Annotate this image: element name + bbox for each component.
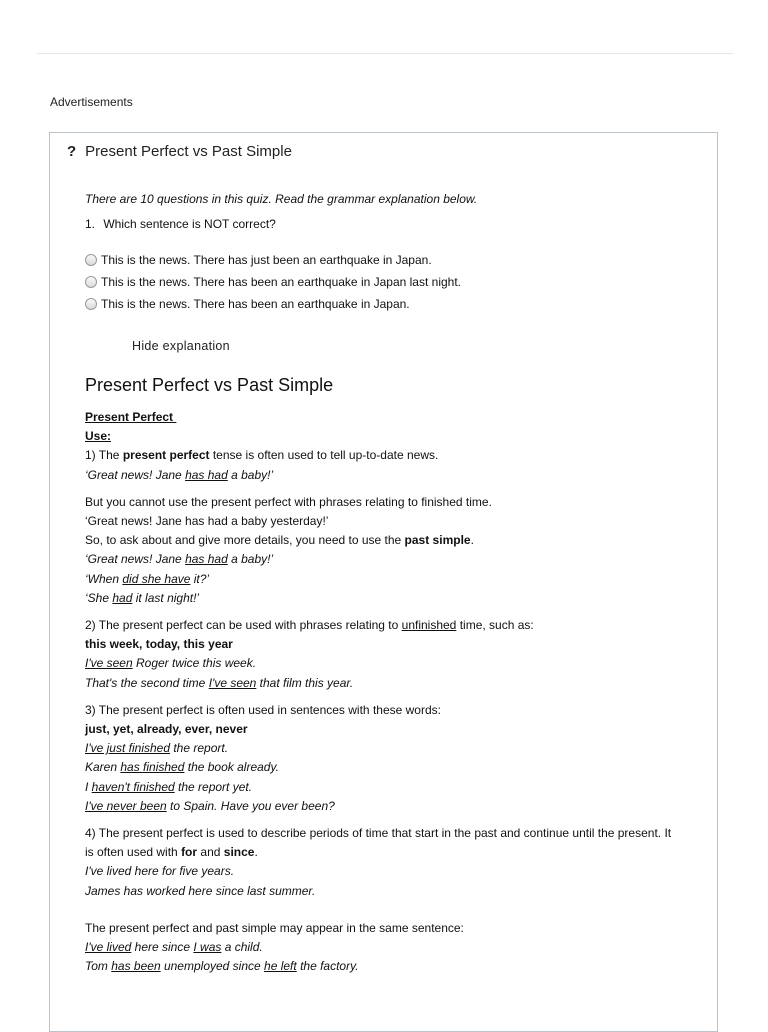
quiz-intro: There are 10 questions in this quiz. Read the grammar explanation below. [85,192,478,206]
text: unemployed since [160,959,265,974]
section-heading: Present Perfect [85,410,177,424]
example [85,468,273,482]
text: a baby!’ [227,552,274,567]
text: 3) The present perfect is often used in sentences with these words: [85,702,441,717]
text: the factory. [296,959,359,974]
answer-option-label: This is the news. There has been an earthquake in Japan last night. [101,275,462,289]
text: But you cannot use the present perfect with phrases relating to finished time. [85,494,492,509]
text: Tom [85,959,112,974]
quiz-title-text: Present Perfect vs Past Simple [85,143,292,160]
example [85,656,256,670]
question-number: 1. [85,217,96,231]
text: ‘When [85,571,123,586]
bold-term: past simple [404,533,471,548]
text: ‘Great news! Jane [85,467,186,482]
text: That's the second time [85,675,209,690]
text: is often used with [85,845,182,860]
text: it last night!’ [132,590,200,605]
bold-phrases: this week, today, this year [85,637,233,652]
top-divider [37,53,733,54]
section-subheading: Use: [85,429,112,444]
paragraph-6 [85,919,695,977]
text: time, such as: [456,618,534,633]
underlined-word: unfinished [401,618,457,633]
paragraph-1 [85,446,695,484]
answer-option-label: This is the news. There has been an earthquake in Japan. [101,297,410,311]
text: it?’ [190,571,210,586]
advertisements-label: Advertisements [50,95,133,109]
quiz-content [85,191,695,984]
text: tense is often used to tell up-to-date news. [209,448,439,463]
underlined-verb: haven't finished [91,779,175,794]
text: a baby!’ [227,467,274,482]
example [85,552,273,566]
text: to Spain. Have you ever been? [166,798,335,813]
example [85,741,228,755]
example [85,799,335,813]
answer-option-1[interactable] [85,249,695,271]
underlined-verb: has finished [120,760,185,775]
question-mark-icon: ? [67,143,77,160]
radio-button-3[interactable] [85,298,97,310]
example [85,959,359,973]
underlined-verb: I was [193,940,222,955]
underlined-verb: did she have [122,571,191,586]
text: 1) The [85,448,123,463]
text: the book already. [184,760,279,775]
paragraph-3 [85,616,695,693]
text: a child. [221,940,263,955]
explanation-body [85,408,695,976]
answer-option-label: This is the news. There has just been an earthquake in Japan. [101,253,432,267]
answer-options [85,249,695,315]
underlined-verb: has had [185,467,228,482]
text: . [470,533,474,548]
hide-explanation-button[interactable]: Hide explanation [132,339,230,353]
underlined-verb: had [112,590,133,605]
text: the report. [170,741,229,756]
explanation-title: Present Perfect vs Past Simple [85,375,334,395]
underlined-verb: I've seen [85,656,133,671]
bold-term: since [223,845,255,860]
text: 2) The present perfect can be used with phrases relating to [85,618,402,633]
example: James has worked here since last summer. [85,883,316,898]
text: I [85,779,92,794]
example [85,780,252,794]
example: I've lived here for five years. [85,864,235,879]
text: ‘Great news! Jane [85,552,186,567]
question-1 [85,216,695,233]
radio-button-1[interactable] [85,254,97,266]
underlined-verb: I've never been [85,798,167,813]
text: that film this year. [256,675,354,690]
text: So, to ask about and give more details, you need to use the [85,533,405,548]
paragraph-4 [85,701,695,816]
spacer [85,909,695,919]
text: The present perfect and past simple may appear in the same sentence: [85,920,464,935]
answer-option-2[interactable] [85,271,695,293]
underlined-verb: I've just finished [85,741,171,756]
example [85,572,209,586]
underlined-verb: I've lived [85,940,132,955]
bold-phrases: just, yet, already, ever, never [85,722,248,737]
quiz-title [67,143,292,160]
text: Karen [85,760,121,775]
underlined-verb: has had [185,552,228,567]
text: 4) The present perfect is used to describe periods of time that start in the past and continue until the present. It [85,826,672,841]
text: Roger twice this week. [132,656,257,671]
example [85,940,263,954]
text: here since [131,940,194,955]
question-text: Which sentence is NOT correct? [103,217,276,231]
underlined-verb: has been [111,959,161,974]
bold-term: for [181,845,198,860]
bold-term: present perfect [122,448,210,463]
underlined-verb: he left [264,959,297,974]
text: . [254,845,258,860]
example [85,676,353,690]
radio-button-2[interactable] [85,276,97,288]
paragraph-2 [85,493,695,608]
example [85,760,279,774]
text: the report yet. [174,779,253,794]
text: ‘Great news! Jane has had a baby yesterday!’ [85,514,329,529]
answer-option-3[interactable] [85,293,695,315]
example [85,591,199,605]
underlined-verb: I've seen [208,675,257,690]
quiz-container [49,132,718,1032]
text: ‘She [85,590,113,605]
text: and [197,845,224,860]
paragraph-5 [85,824,695,901]
